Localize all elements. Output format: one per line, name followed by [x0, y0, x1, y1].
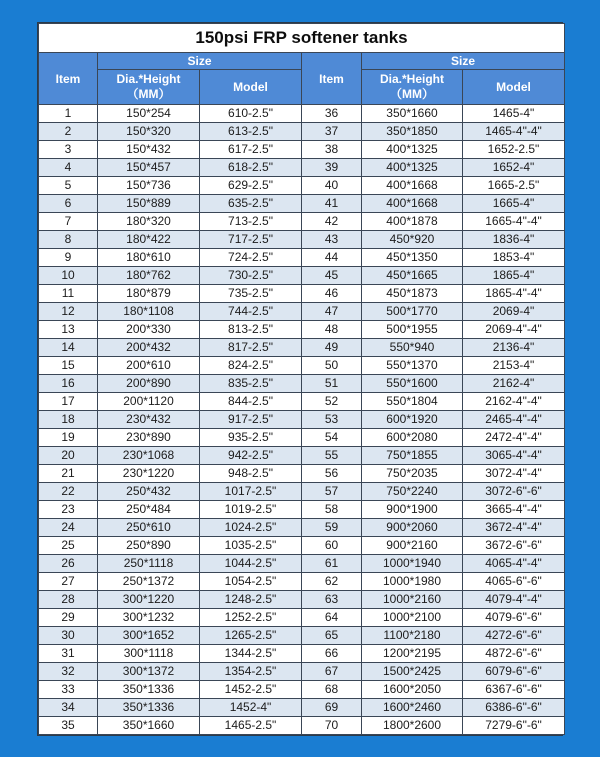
model-cell: 2162-4"	[463, 375, 565, 393]
item-cell: 45	[302, 267, 362, 285]
table-row	[39, 123, 565, 141]
model-cell: 713-2.5"	[200, 213, 302, 231]
softener-tanks-table	[38, 23, 565, 735]
size-cell: 750*1855	[362, 447, 463, 465]
item-cell: 66	[302, 645, 362, 663]
model-cell: 2069-4"	[463, 303, 565, 321]
table-row	[39, 681, 565, 699]
size-cell: 1200*2195	[362, 645, 463, 663]
size-cell: 400*1325	[362, 141, 463, 159]
model-cell: 1054-2.5"	[200, 573, 302, 591]
model-cell: 1865-4"	[463, 267, 565, 285]
size-cell: 350*1336	[98, 681, 200, 699]
table-row	[39, 339, 565, 357]
model-cell: 6367-6"-6"	[463, 681, 565, 699]
size-cell: 1600*2460	[362, 699, 463, 717]
size-cell: 250*432	[98, 483, 200, 501]
item-cell: 37	[302, 123, 362, 141]
table-row	[39, 573, 565, 591]
table-row	[39, 231, 565, 249]
model-cell: 935-2.5"	[200, 429, 302, 447]
item-cell: 4	[39, 159, 98, 177]
table-row	[39, 303, 565, 321]
item-cell: 62	[302, 573, 362, 591]
size-cell: 1500*2425	[362, 663, 463, 681]
model-cell: 948-2.5"	[200, 465, 302, 483]
model-cell: 1665-4"-4"	[463, 213, 565, 231]
size-cell: 250*484	[98, 501, 200, 519]
item-cell: 21	[39, 465, 98, 483]
item-cell: 30	[39, 627, 98, 645]
size-cell: 400*1668	[362, 195, 463, 213]
header-model-left: Model	[200, 70, 302, 105]
table-title: 150psi FRP softener tanks	[39, 24, 565, 53]
model-cell: 2069-4"-4"	[463, 321, 565, 339]
header-dia-height-right	[362, 70, 463, 105]
size-cell: 1800*2600	[362, 717, 463, 735]
size-cell: 230*890	[98, 429, 200, 447]
item-cell: 47	[302, 303, 362, 321]
item-cell: 16	[39, 375, 98, 393]
header-size-right: Size	[362, 53, 565, 70]
table-row	[39, 159, 565, 177]
table-row	[39, 717, 565, 735]
model-cell: 4872-6"-6"	[463, 645, 565, 663]
item-cell: 8	[39, 231, 98, 249]
model-cell: 6386-6"-6"	[463, 699, 565, 717]
model-cell: 613-2.5"	[200, 123, 302, 141]
item-cell: 54	[302, 429, 362, 447]
item-cell: 41	[302, 195, 362, 213]
size-cell: 300*1118	[98, 645, 200, 663]
model-cell: 824-2.5"	[200, 357, 302, 375]
item-cell: 36	[302, 105, 362, 123]
size-cell: 250*1372	[98, 573, 200, 591]
item-cell: 17	[39, 393, 98, 411]
size-cell: 150*889	[98, 195, 200, 213]
size-cell: 1000*1980	[362, 573, 463, 591]
size-cell: 450*1873	[362, 285, 463, 303]
model-cell: 618-2.5"	[200, 159, 302, 177]
header-dia-height-label: Dia.*Height	[379, 72, 444, 86]
model-cell: 617-2.5"	[200, 141, 302, 159]
size-cell: 150*457	[98, 159, 200, 177]
model-cell: 635-2.5"	[200, 195, 302, 213]
size-cell: 400*1668	[362, 177, 463, 195]
model-cell: 1465-2.5"	[200, 717, 302, 735]
table-row	[39, 213, 565, 231]
table-row	[39, 447, 565, 465]
size-cell: 250*610	[98, 519, 200, 537]
header-size-left: Size	[98, 53, 302, 70]
model-cell: 3072-6"-6"	[463, 483, 565, 501]
model-cell: 1252-2.5"	[200, 609, 302, 627]
table-row	[39, 105, 565, 123]
model-cell: 4065-4"-4"	[463, 555, 565, 573]
item-cell: 31	[39, 645, 98, 663]
table-row	[39, 357, 565, 375]
table-row	[39, 555, 565, 573]
size-cell: 200*330	[98, 321, 200, 339]
size-cell: 250*1118	[98, 555, 200, 573]
table-row	[39, 321, 565, 339]
model-cell: 835-2.5"	[200, 375, 302, 393]
model-cell: 724-2.5"	[200, 249, 302, 267]
size-cell: 150*736	[98, 177, 200, 195]
table-row	[39, 645, 565, 663]
table-row	[39, 267, 565, 285]
size-cell: 550*1370	[362, 357, 463, 375]
table-row	[39, 429, 565, 447]
item-cell: 1	[39, 105, 98, 123]
item-cell: 52	[302, 393, 362, 411]
model-cell: 917-2.5"	[200, 411, 302, 429]
model-cell: 1665-2.5"	[463, 177, 565, 195]
item-cell: 65	[302, 627, 362, 645]
model-cell: 1265-2.5"	[200, 627, 302, 645]
item-cell: 38	[302, 141, 362, 159]
item-cell: 12	[39, 303, 98, 321]
model-cell: 2472-4"-4"	[463, 429, 565, 447]
size-cell: 750*2240	[362, 483, 463, 501]
item-cell: 14	[39, 339, 98, 357]
item-cell: 48	[302, 321, 362, 339]
size-cell: 1000*2160	[362, 591, 463, 609]
item-cell: 20	[39, 447, 98, 465]
size-cell: 200*1120	[98, 393, 200, 411]
model-cell: 4065-6"-6"	[463, 573, 565, 591]
header-item-left: Item	[39, 53, 98, 105]
item-cell: 39	[302, 159, 362, 177]
item-cell: 33	[39, 681, 98, 699]
size-cell: 500*1770	[362, 303, 463, 321]
size-cell: 300*1232	[98, 609, 200, 627]
item-cell: 25	[39, 537, 98, 555]
model-cell: 1024-2.5"	[200, 519, 302, 537]
item-cell: 56	[302, 465, 362, 483]
model-cell: 3665-4"-4"	[463, 501, 565, 519]
item-cell: 10	[39, 267, 98, 285]
item-cell: 24	[39, 519, 98, 537]
model-cell: 1248-2.5"	[200, 591, 302, 609]
model-cell: 3072-4"-4"	[463, 465, 565, 483]
model-cell: 1652-2.5"	[463, 141, 565, 159]
size-cell: 200*610	[98, 357, 200, 375]
item-cell: 53	[302, 411, 362, 429]
model-cell: 1019-2.5"	[200, 501, 302, 519]
model-cell: 3672-4"-4"	[463, 519, 565, 537]
item-cell: 59	[302, 519, 362, 537]
header-item-right: Item	[302, 53, 362, 105]
size-cell: 350*1660	[362, 105, 463, 123]
table-row	[39, 411, 565, 429]
table-row	[39, 141, 565, 159]
size-cell: 1600*2050	[362, 681, 463, 699]
table-row	[39, 663, 565, 681]
item-cell: 46	[302, 285, 362, 303]
model-cell: 2465-4"-4"	[463, 411, 565, 429]
size-cell: 600*2080	[362, 429, 463, 447]
item-cell: 32	[39, 663, 98, 681]
header-model-right: Model	[463, 70, 565, 105]
item-cell: 27	[39, 573, 98, 591]
size-cell: 900*1900	[362, 501, 463, 519]
item-cell: 29	[39, 609, 98, 627]
size-cell: 550*1600	[362, 375, 463, 393]
item-cell: 22	[39, 483, 98, 501]
size-cell: 180*762	[98, 267, 200, 285]
size-cell: 230*432	[98, 411, 200, 429]
model-cell: 1465-4"-4"	[463, 123, 565, 141]
model-cell: 730-2.5"	[200, 267, 302, 285]
model-cell: 3065-4"-4"	[463, 447, 565, 465]
table-row	[39, 501, 565, 519]
header-dia-height-label: Dia.*Height	[116, 72, 181, 86]
item-cell: 70	[302, 717, 362, 735]
item-cell: 42	[302, 213, 362, 231]
size-cell: 550*1804	[362, 393, 463, 411]
table-row	[39, 285, 565, 303]
item-cell: 7	[39, 213, 98, 231]
size-cell: 300*1372	[98, 663, 200, 681]
model-cell: 1354-2.5"	[200, 663, 302, 681]
model-cell: 7279-6"-6"	[463, 717, 565, 735]
model-cell: 1452-2.5"	[200, 681, 302, 699]
size-cell: 350*1850	[362, 123, 463, 141]
table-row	[39, 519, 565, 537]
model-cell: 4079-4"-4"	[463, 591, 565, 609]
item-cell: 63	[302, 591, 362, 609]
model-cell: 6079-6"-6"	[463, 663, 565, 681]
model-cell: 2162-4"-4"	[463, 393, 565, 411]
item-cell: 9	[39, 249, 98, 267]
model-cell: 1665-4"	[463, 195, 565, 213]
model-cell: 629-2.5"	[200, 177, 302, 195]
size-cell: 180*1108	[98, 303, 200, 321]
item-cell: 15	[39, 357, 98, 375]
item-cell: 57	[302, 483, 362, 501]
spec-sheet	[37, 22, 563, 736]
model-cell: 942-2.5"	[200, 447, 302, 465]
table-row	[39, 483, 565, 501]
item-cell: 5	[39, 177, 98, 195]
item-cell: 13	[39, 321, 98, 339]
size-cell: 200*432	[98, 339, 200, 357]
size-cell: 400*1878	[362, 213, 463, 231]
item-cell: 68	[302, 681, 362, 699]
model-cell: 1044-2.5"	[200, 555, 302, 573]
header-dia-height-unit: （MM）	[126, 87, 171, 101]
item-cell: 55	[302, 447, 362, 465]
model-cell: 813-2.5"	[200, 321, 302, 339]
item-cell: 3	[39, 141, 98, 159]
size-cell: 550*940	[362, 339, 463, 357]
size-cell: 750*2035	[362, 465, 463, 483]
item-cell: 26	[39, 555, 98, 573]
item-cell: 2	[39, 123, 98, 141]
model-cell: 2136-4"	[463, 339, 565, 357]
model-cell: 1452-4"	[200, 699, 302, 717]
table-row	[39, 177, 565, 195]
model-cell: 1865-4"-4"	[463, 285, 565, 303]
size-cell: 450*1350	[362, 249, 463, 267]
item-cell: 61	[302, 555, 362, 573]
item-cell: 43	[302, 231, 362, 249]
model-cell: 4079-6"-6"	[463, 609, 565, 627]
table-row	[39, 375, 565, 393]
table-row	[39, 249, 565, 267]
item-cell: 40	[302, 177, 362, 195]
size-cell: 300*1220	[98, 591, 200, 609]
item-cell: 35	[39, 717, 98, 735]
model-cell: 717-2.5"	[200, 231, 302, 249]
header-dia-height-unit: （MM）	[390, 87, 434, 101]
size-cell: 150*254	[98, 105, 200, 123]
table-row	[39, 465, 565, 483]
size-cell: 230*1068	[98, 447, 200, 465]
size-cell: 400*1325	[362, 159, 463, 177]
model-cell: 1853-4"	[463, 249, 565, 267]
size-cell: 180*422	[98, 231, 200, 249]
size-cell: 500*1955	[362, 321, 463, 339]
model-cell: 1465-4"	[463, 105, 565, 123]
table-row	[39, 195, 565, 213]
size-cell: 350*1660	[98, 717, 200, 735]
item-cell: 18	[39, 411, 98, 429]
size-cell: 1000*2100	[362, 609, 463, 627]
size-cell: 180*320	[98, 213, 200, 231]
size-cell: 230*1220	[98, 465, 200, 483]
item-cell: 64	[302, 609, 362, 627]
size-cell: 1000*1940	[362, 555, 463, 573]
table-row	[39, 591, 565, 609]
item-cell: 34	[39, 699, 98, 717]
model-cell: 1035-2.5"	[200, 537, 302, 555]
model-cell: 1344-2.5"	[200, 645, 302, 663]
size-cell: 350*1336	[98, 699, 200, 717]
table-row	[39, 393, 565, 411]
size-cell: 300*1652	[98, 627, 200, 645]
model-cell: 1017-2.5"	[200, 483, 302, 501]
size-cell: 250*890	[98, 537, 200, 555]
header-dia-height-left	[98, 70, 200, 105]
table-row	[39, 609, 565, 627]
size-cell: 450*920	[362, 231, 463, 249]
item-cell: 51	[302, 375, 362, 393]
item-cell: 67	[302, 663, 362, 681]
size-cell: 900*2060	[362, 519, 463, 537]
model-cell: 1652-4"	[463, 159, 565, 177]
item-cell: 6	[39, 195, 98, 213]
model-cell: 1836-4"	[463, 231, 565, 249]
size-cell: 900*2160	[362, 537, 463, 555]
table-row	[39, 627, 565, 645]
item-cell: 19	[39, 429, 98, 447]
size-cell: 150*432	[98, 141, 200, 159]
item-cell: 50	[302, 357, 362, 375]
size-cell: 1100*2180	[362, 627, 463, 645]
size-cell: 180*879	[98, 285, 200, 303]
model-cell: 610-2.5"	[200, 105, 302, 123]
size-cell: 150*320	[98, 123, 200, 141]
model-cell: 2153-4"	[463, 357, 565, 375]
model-cell: 4272-6"-6"	[463, 627, 565, 645]
table-row	[39, 699, 565, 717]
size-cell: 450*1665	[362, 267, 463, 285]
item-cell: 23	[39, 501, 98, 519]
model-cell: 735-2.5"	[200, 285, 302, 303]
item-cell: 44	[302, 249, 362, 267]
item-cell: 28	[39, 591, 98, 609]
table-row	[39, 537, 565, 555]
item-cell: 60	[302, 537, 362, 555]
size-cell: 600*1920	[362, 411, 463, 429]
model-cell: 3672-6"-6"	[463, 537, 565, 555]
item-cell: 11	[39, 285, 98, 303]
model-cell: 744-2.5"	[200, 303, 302, 321]
item-cell: 58	[302, 501, 362, 519]
item-cell: 49	[302, 339, 362, 357]
item-cell: 69	[302, 699, 362, 717]
table-body	[39, 105, 565, 735]
size-cell: 200*890	[98, 375, 200, 393]
size-cell: 180*610	[98, 249, 200, 267]
model-cell: 844-2.5"	[200, 393, 302, 411]
model-cell: 817-2.5"	[200, 339, 302, 357]
